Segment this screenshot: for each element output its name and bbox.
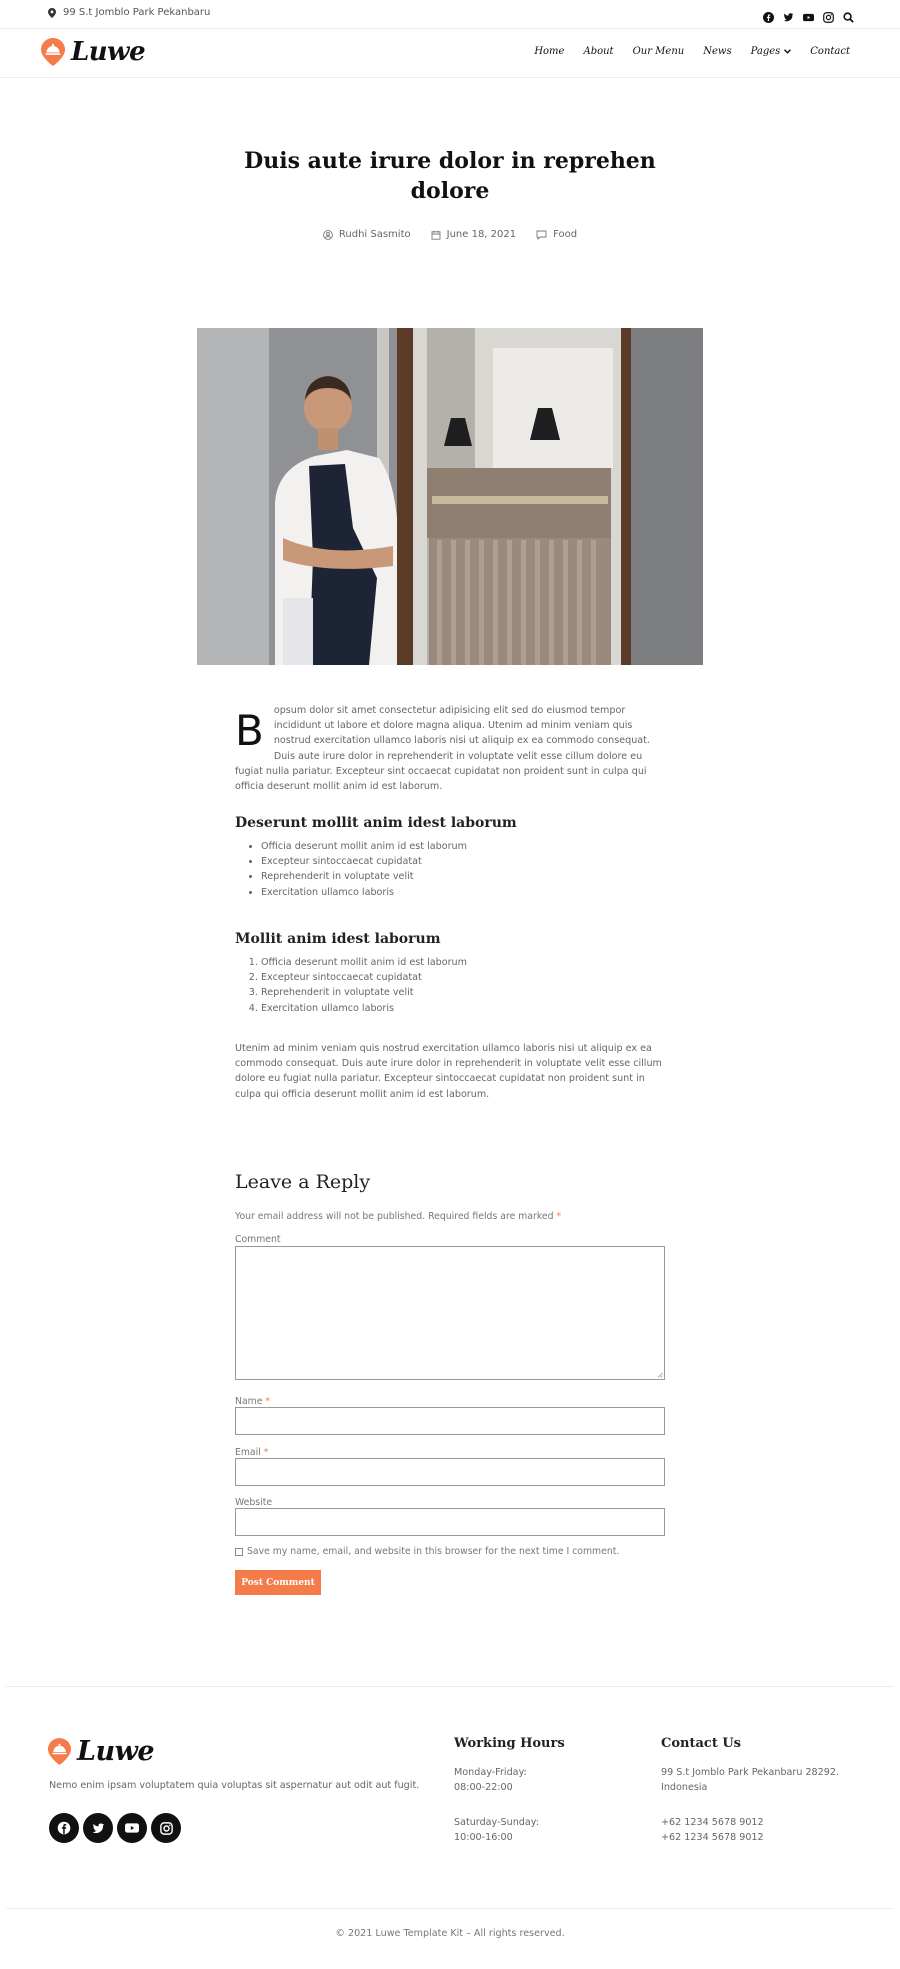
top-address-text: 99 S.t Jomblo Park Pekanbaru (63, 7, 211, 18)
post-date[interactable] (431, 229, 517, 240)
required-mark: * (556, 1211, 562, 1222)
list-item: 2. Excepteur sintoccaecat cupidatat (261, 970, 665, 985)
search-icon[interactable] (843, 8, 854, 19)
instagram-icon[interactable] (151, 1813, 181, 1843)
weekday-label: Monday-Friday: (454, 1767, 527, 1778)
post-date-text: June 18, 2021 (446, 229, 517, 240)
working-hours-title: Working Hours (454, 1736, 565, 1751)
post-author[interactable] (323, 229, 411, 240)
footer-divider (6, 1686, 894, 1687)
post-author-name: Rudhi Sasmito (338, 229, 411, 240)
email-field[interactable] (235, 1458, 665, 1486)
footer-social-links (49, 1813, 181, 1843)
bullet-list (235, 839, 665, 900)
section-unordered (235, 815, 665, 900)
nav-item-news[interactable]: News (703, 46, 732, 57)
twitter-icon[interactable] (783, 8, 794, 19)
post-featured-image (197, 328, 703, 665)
website-field[interactable] (235, 1508, 665, 1536)
top-address (48, 7, 210, 18)
post-title: Duis aute irure dolor in reprehen dolore (244, 148, 656, 204)
cloche-pin-icon (48, 1738, 71, 1765)
footer-description: Nemo enim ipsam voluptatem quia voluptas sit aspernatur aut odit aut fugit. (49, 1780, 420, 1791)
required-mark: * (265, 1396, 271, 1407)
list-item: 4. Exercitation ullamco laboris (261, 1001, 665, 1016)
youtube-icon[interactable] (117, 1813, 147, 1843)
post-category[interactable] (536, 229, 577, 240)
weekday-hours: 08:00-22:00 (454, 1782, 513, 1793)
user-icon (323, 230, 333, 240)
site-logo[interactable] (41, 37, 145, 67)
post-body (235, 703, 665, 794)
contact-address-line2: Indonesia (661, 1782, 708, 1793)
save-info-checkbox[interactable] (235, 1548, 243, 1556)
nav-item-our-menu[interactable]: Our Menu (632, 46, 685, 57)
contact-address-line1: 99 S.t Jomblo Park Pekanbaru 28292. (661, 1767, 840, 1778)
intro-text: opsum dolor sit amet consectetur adipisicing elit sed do eiusmod tempor incididunt ut labore et dolore magna aliqua. Utenim ad minim veniam quis nostrud exercitation ullamco laboris nisi ut aliquip ex ea commodo consequat. Duis aute irure dolor in reprehenderit in voluptate velit esse cillum dolore eu fugiat nulla pariatur. Excepteur sint occaecat cupidatat non proident sunt in culpa qui officia deserunt mollit anim id est laborum. (235, 705, 650, 793)
contact-phone[interactable]: +62 1234 5678 9012 (661, 1832, 764, 1843)
name-label (235, 1396, 270, 1407)
nav-item-contact[interactable]: Contact (810, 46, 850, 57)
comment-label: Comment (235, 1234, 281, 1245)
intro-paragraph (235, 703, 665, 794)
nav-item-pages[interactable] (751, 46, 792, 57)
logo-wordmark: Luwe (71, 37, 146, 67)
working-hours (454, 1736, 634, 1843)
top-bar (0, 0, 900, 29)
dropcap-letter: B (235, 706, 264, 755)
resize-handle-icon (657, 1372, 663, 1378)
weekend-label: Saturday-Sunday: (454, 1817, 539, 1828)
outro-paragraph: Utenim ad minim veniam quis nostrud exercitation ullamco laboris nisi ut aliquip ex ea commodo consequat. Duis aute irure dolor in reprehenderit in voluptate velit esse cillum dolore eu fugiat nulla pariatur. Excepteur sintoccaecat cupidatat non proident sunt in culpa qui officia deserunt mollit anim id est laborum. (235, 1043, 662, 1100)
section-ordered (235, 931, 665, 1016)
contact-title: Contact Us (661, 1736, 741, 1751)
save-info-row (235, 1546, 619, 1557)
copyright-text: © 2021 Luwe Template Kit – All rights reserved. (335, 1928, 565, 1939)
top-social-links (763, 8, 854, 19)
weekend-hours: 10:00-16:00 (454, 1832, 513, 1843)
footer-logo-wordmark: Luwe (77, 1736, 155, 1767)
list-item: • Exercitation ullamco laboris (261, 885, 665, 900)
cloche-pin-icon (41, 38, 65, 66)
list-item: 3. Reprehenderit in voluptate velit (261, 985, 665, 1000)
reply-title: Leave a Reply (235, 1171, 371, 1193)
closing-section (235, 1041, 665, 1102)
instagram-icon[interactable] (823, 8, 834, 19)
comment-form (235, 1171, 665, 1588)
post-comment-button[interactable]: Post Comment (235, 1570, 321, 1595)
name-field[interactable] (235, 1407, 665, 1435)
list-item: • Excepteur sintoccaecat cupidatat (261, 854, 665, 869)
nav-item-home[interactable]: Home (534, 46, 565, 57)
website-label: Website (235, 1497, 273, 1508)
facebook-icon[interactable] (49, 1813, 79, 1843)
post-category-text: Food (553, 229, 578, 240)
facebook-icon[interactable] (763, 8, 774, 19)
youtube-icon[interactable] (803, 8, 814, 19)
list-item: 1. Officia deserunt mollit anim id est laborum (261, 955, 665, 970)
section-heading-2: Mollit anim idest laborum (235, 931, 441, 947)
contact-us (661, 1736, 861, 1843)
email-label (235, 1447, 268, 1458)
nav-item-about[interactable]: About (583, 46, 614, 57)
reply-note-text: Your email address will not be published. Required fields are marked (235, 1211, 554, 1222)
required-mark: * (263, 1447, 269, 1458)
chevron-down-icon (784, 49, 791, 54)
list-item: • Reprehenderit in voluptate velit (261, 869, 665, 884)
section-heading-1: Deserunt mollit anim idest laborum (235, 815, 517, 831)
main-nav (534, 46, 850, 57)
post-meta (0, 229, 900, 240)
footer-bottom-divider (6, 1908, 894, 1909)
email-label-text: Email (235, 1447, 261, 1458)
twitter-icon[interactable] (83, 1813, 113, 1843)
site-header (0, 29, 900, 78)
nav-item-pages-label: Pages (750, 46, 781, 57)
save-info-label: Save my name, email, and website in this browser for the next time I comment. (247, 1546, 620, 1557)
comment-textarea[interactable] (235, 1246, 665, 1380)
list-item: • Officia deserunt mollit anim id est laborum (261, 839, 665, 854)
contact-phone[interactable]: +62 1234 5678 9012 (661, 1817, 764, 1828)
comment-icon (536, 230, 547, 240)
numbered-list (235, 955, 665, 1016)
reply-note (235, 1211, 561, 1222)
calendar-icon (431, 230, 441, 240)
location-pin-icon (48, 8, 56, 18)
name-label-text: Name (235, 1396, 263, 1407)
footer-logo[interactable] (48, 1736, 154, 1767)
